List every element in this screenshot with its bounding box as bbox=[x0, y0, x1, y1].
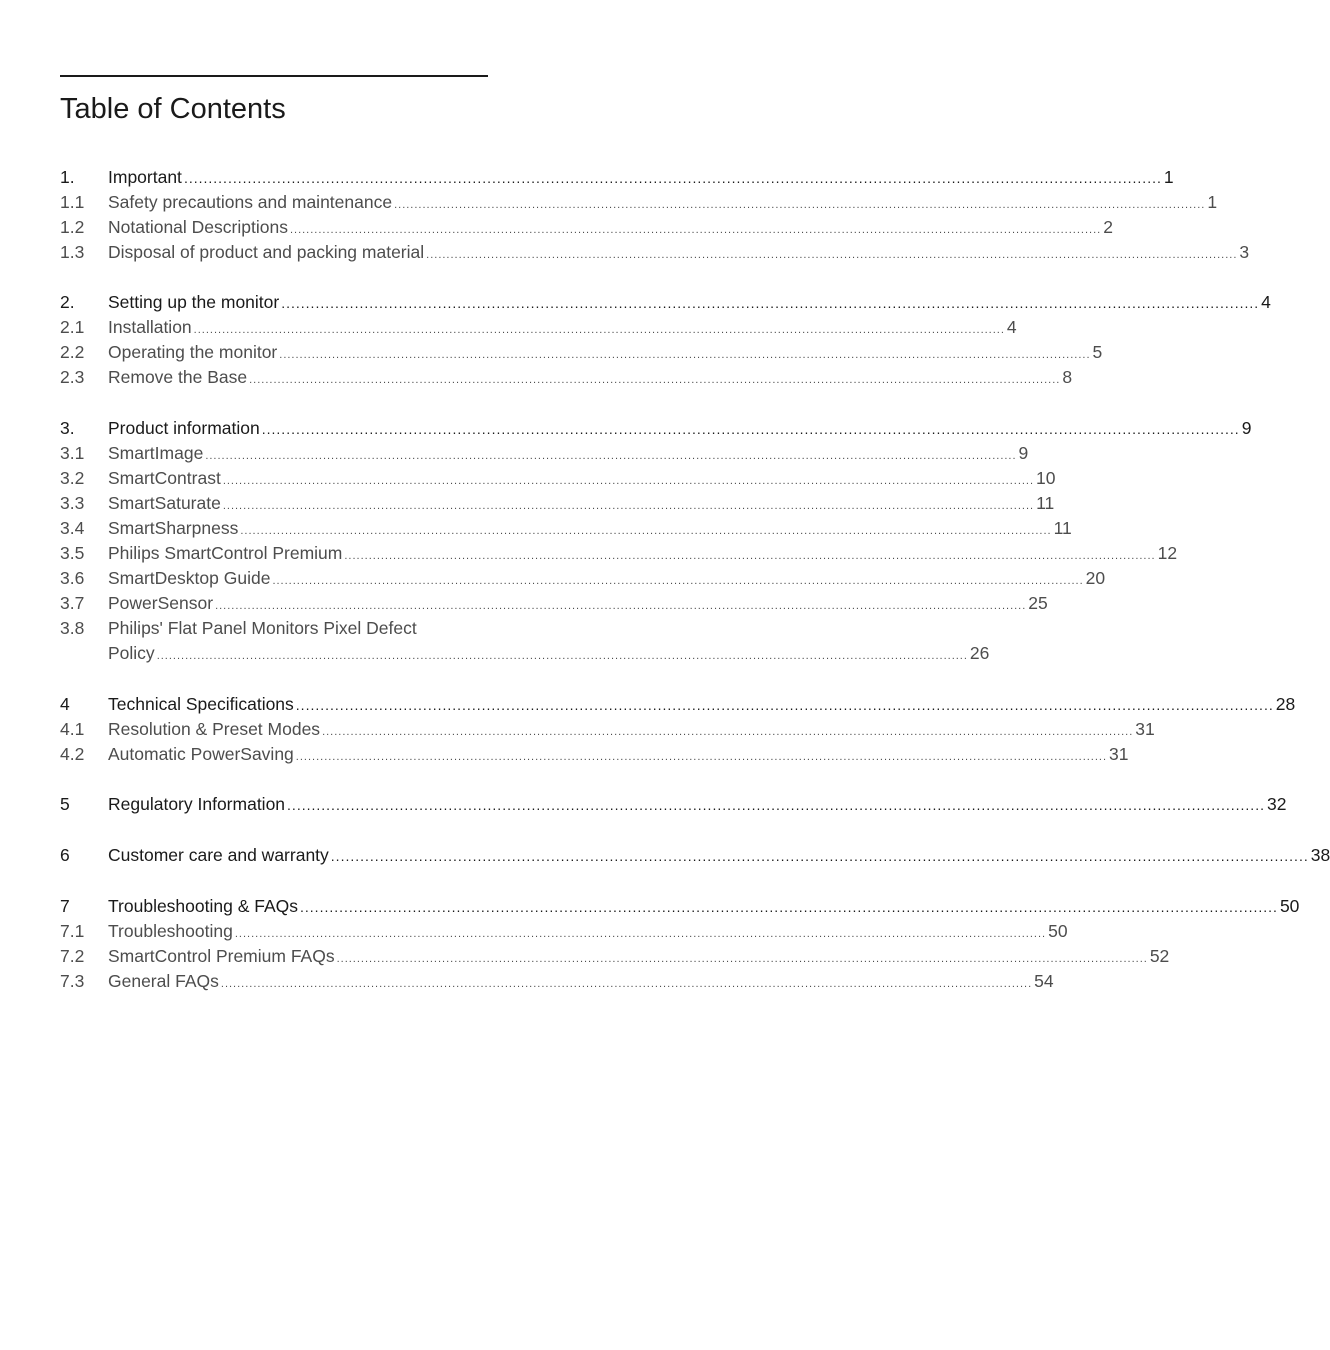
entry-number: 3.6 bbox=[60, 568, 85, 588]
entry-page: 25 bbox=[1028, 593, 1048, 613]
toc-entry-7-1[interactable] bbox=[60, 919, 1068, 944]
entry-number: 3.5 bbox=[60, 543, 85, 563]
entry-number: 7 bbox=[60, 896, 70, 916]
toc-entry-7-2[interactable] bbox=[60, 944, 1170, 969]
entry-number: 3.4 bbox=[60, 518, 85, 538]
entry-page: 31 bbox=[1135, 719, 1155, 739]
entry-page: 2 bbox=[1103, 217, 1113, 237]
entry-label: Philips SmartControl Premium bbox=[108, 543, 343, 563]
leader-dots: ........................................................................................................................................................................................................ bbox=[240, 525, 1052, 537]
leader-dots: ........................................................................................................................................................................................................ bbox=[279, 349, 1091, 361]
entry-label: SmartSaturate bbox=[108, 493, 221, 513]
leader-dots: ........................................................................................................................................................................................................ bbox=[220, 978, 1033, 990]
entry-page: 50 bbox=[1048, 921, 1068, 941]
entry-page: 1 bbox=[1207, 192, 1218, 212]
entry-label: Policy bbox=[108, 643, 155, 663]
entry-label: Setting up the monitor bbox=[108, 292, 280, 312]
leader-dots: ........................................................................................................................................................................................................ bbox=[426, 249, 1238, 261]
entry-label: Important bbox=[108, 167, 182, 187]
leader-dots: ........................................................................................................................................................................................................ bbox=[234, 928, 1047, 940]
leader-dots: ........................................................................................................................................................................................................ bbox=[322, 726, 1134, 738]
entry-label: Installation bbox=[108, 317, 192, 337]
leader-dots: ........................................................................................................................................................................................................ bbox=[295, 697, 1274, 713]
entry-number: 3. bbox=[60, 418, 75, 438]
leader-dots: ........................................................................................................................................................................................................ bbox=[281, 295, 1260, 311]
entry-label: Remove the Base bbox=[108, 367, 248, 387]
entry-number: 3.7 bbox=[60, 593, 85, 613]
entry-number: 2. bbox=[60, 292, 75, 312]
entry-page: 28 bbox=[1275, 694, 1296, 714]
toc-entry-3-3[interactable] bbox=[60, 491, 1055, 516]
entry-page: 4 bbox=[1006, 317, 1017, 337]
entry-page: 3 bbox=[1239, 242, 1250, 262]
toc-entry-3-7[interactable] bbox=[60, 591, 1048, 616]
toc-entry-3-5[interactable] bbox=[60, 541, 1178, 566]
toc-entry-3[interactable] bbox=[60, 416, 1252, 441]
toc-list bbox=[60, 165, 1330, 994]
entry-label: Safety precautions and maintenance bbox=[108, 192, 393, 212]
page-title: Table of Contents bbox=[60, 93, 286, 125]
entry-label: Resolution & Preset Modes bbox=[108, 719, 321, 739]
entry-number: 3.8 bbox=[60, 618, 85, 638]
toc-entry-3-2[interactable] bbox=[60, 466, 1056, 491]
entry-number: 7.2 bbox=[60, 946, 85, 966]
toc-entry-2-1[interactable] bbox=[60, 315, 1017, 340]
entry-page: 10 bbox=[1036, 468, 1056, 488]
toc-entry-3-8-continued[interactable] bbox=[60, 641, 990, 666]
entry-page: 4 bbox=[1261, 292, 1271, 312]
entry-label: SmartContrast bbox=[108, 468, 221, 488]
entry-label: Troubleshooting bbox=[108, 921, 233, 941]
entry-label: Operating the monitor bbox=[108, 342, 278, 362]
entry-label: Automatic PowerSaving bbox=[108, 744, 294, 764]
leader-dots: ........................................................................................................................................................................................................ bbox=[193, 324, 1005, 336]
entry-page: 9 bbox=[1241, 418, 1252, 438]
entry-label: SmartImage bbox=[108, 443, 204, 463]
entry-number: 2.1 bbox=[60, 317, 85, 337]
entry-label: Technical Specifications bbox=[108, 694, 294, 714]
entry-number: 2.3 bbox=[60, 367, 85, 387]
entry-number: 1.1 bbox=[60, 192, 85, 212]
leader-dots: ........................................................................................................................................................................................................ bbox=[205, 450, 1017, 462]
leader-dots: ........................................................................................................................................................................................................ bbox=[215, 600, 1027, 612]
entry-number: 3.1 bbox=[60, 443, 85, 463]
entry-label: SmartDesktop Guide bbox=[108, 568, 271, 588]
entry-label: General FAQs bbox=[108, 971, 219, 991]
entry-number: 7.1 bbox=[60, 921, 85, 941]
toc-entry-2[interactable] bbox=[60, 290, 1271, 315]
entry-label: PowerSensor bbox=[108, 593, 214, 613]
entry-page: 26 bbox=[969, 643, 990, 663]
leader-dots: ........................................................................................................................................................................................................ bbox=[344, 550, 1156, 562]
entry-page: 54 bbox=[1034, 971, 1054, 991]
toc-entry-5[interactable] bbox=[60, 792, 1287, 817]
toc-entry-4[interactable] bbox=[60, 692, 1296, 717]
toc-entry-7[interactable] bbox=[60, 894, 1300, 919]
entry-number: 3.2 bbox=[60, 468, 85, 488]
toc-entry-3-4[interactable] bbox=[60, 516, 1072, 541]
entry-page: 50 bbox=[1279, 896, 1300, 916]
entry-page: 12 bbox=[1157, 543, 1178, 563]
entry-page: 11 bbox=[1053, 518, 1072, 538]
entry-page: 1 bbox=[1163, 167, 1174, 187]
entry-number: 7.3 bbox=[60, 971, 85, 991]
toc-entry-1-1[interactable] bbox=[60, 190, 1218, 215]
toc-entry-6[interactable] bbox=[60, 843, 1330, 868]
leader-dots: ........................................................................................................................................................................................................ bbox=[336, 953, 1148, 965]
entry-label: Philips' Flat Panel Monitors Pixel Defect bbox=[108, 618, 417, 638]
entry-label: Customer care and warranty bbox=[108, 845, 329, 865]
toc-entry-2-3[interactable] bbox=[60, 365, 1073, 390]
entry-page: 20 bbox=[1085, 568, 1106, 588]
entry-number: 5 bbox=[60, 794, 70, 814]
entry-page: 32 bbox=[1266, 794, 1287, 814]
toc-entry-3-8[interactable] bbox=[60, 616, 488, 641]
entry-number: 6 bbox=[60, 845, 70, 865]
toc-entry-3-6[interactable] bbox=[60, 566, 1106, 591]
top-rule bbox=[60, 75, 488, 77]
entry-page: 9 bbox=[1018, 443, 1029, 463]
entry-label: Regulatory Information bbox=[108, 794, 286, 814]
entry-number: 1.3 bbox=[60, 242, 85, 262]
leader-dots: ........................................................................................................................................................................................................ bbox=[222, 500, 1035, 512]
entry-number: 3.3 bbox=[60, 493, 85, 513]
toc-entry-3-1[interactable] bbox=[60, 441, 1029, 466]
toc-entry-2-2[interactable] bbox=[60, 340, 1103, 365]
toc-entry-1-3[interactable] bbox=[60, 240, 1250, 265]
entry-label: Disposal of product and packing material bbox=[108, 242, 425, 262]
entry-label: SmartSharpness bbox=[108, 518, 239, 538]
leader-dots: ........................................................................................................................................................................................................ bbox=[330, 848, 1309, 864]
leader-dots: ........................................................................................................................................................................................................ bbox=[295, 751, 1108, 763]
entry-page: 38 bbox=[1310, 845, 1330, 865]
toc-entry-4-2[interactable] bbox=[60, 742, 1129, 767]
leader-dots: ........................................................................................................................................................................................................ bbox=[156, 650, 968, 662]
entry-page: 8 bbox=[1062, 367, 1073, 387]
entry-page: 11 bbox=[1036, 493, 1055, 513]
entry-label: SmartControl Premium FAQs bbox=[108, 946, 335, 966]
entry-label: Product information bbox=[108, 418, 260, 438]
entry-page: 31 bbox=[1109, 744, 1129, 764]
toc-entry-1[interactable] bbox=[60, 165, 1174, 190]
entry-page: 5 bbox=[1092, 342, 1103, 362]
toc-entry-4-1[interactable] bbox=[60, 717, 1155, 742]
entry-number: 1. bbox=[60, 167, 75, 187]
entry-page: 52 bbox=[1149, 946, 1170, 966]
entry-label: Troubleshooting & FAQs bbox=[108, 896, 299, 916]
leader-dots: ........................................................................................................................................................................................................ bbox=[394, 199, 1206, 211]
leader-dots: ........................................................................................................................................................................................................ bbox=[287, 797, 1265, 813]
leader-dots: ........................................................................................................................................................................................................ bbox=[222, 475, 1035, 487]
leader-dots: ........................................................................................................................................................................................................ bbox=[261, 421, 1240, 437]
toc-entry-7-3[interactable] bbox=[60, 969, 1054, 994]
leader-dots: ........................................................................................................................................................................................................ bbox=[300, 899, 1278, 915]
leader-dots: ........................................................................................................................................................................................................ bbox=[272, 575, 1084, 587]
leader-dots: ........................................................................................................................................................................................................ bbox=[249, 374, 1061, 386]
leader-dots: ........................................................................................................................................................................................................ bbox=[183, 170, 1162, 186]
entry-number: 4.1 bbox=[60, 719, 85, 739]
entry-number: 2.2 bbox=[60, 342, 85, 362]
entry-label: Notational Descriptions bbox=[108, 217, 288, 237]
entry-number: 4.2 bbox=[60, 744, 85, 764]
entry-number: 4 bbox=[60, 694, 70, 714]
leader-dots: ........................................................................................................................................................................................................ bbox=[289, 224, 1102, 236]
entry-number: 1.2 bbox=[60, 217, 85, 237]
toc-entry-1-2[interactable] bbox=[60, 215, 1113, 240]
